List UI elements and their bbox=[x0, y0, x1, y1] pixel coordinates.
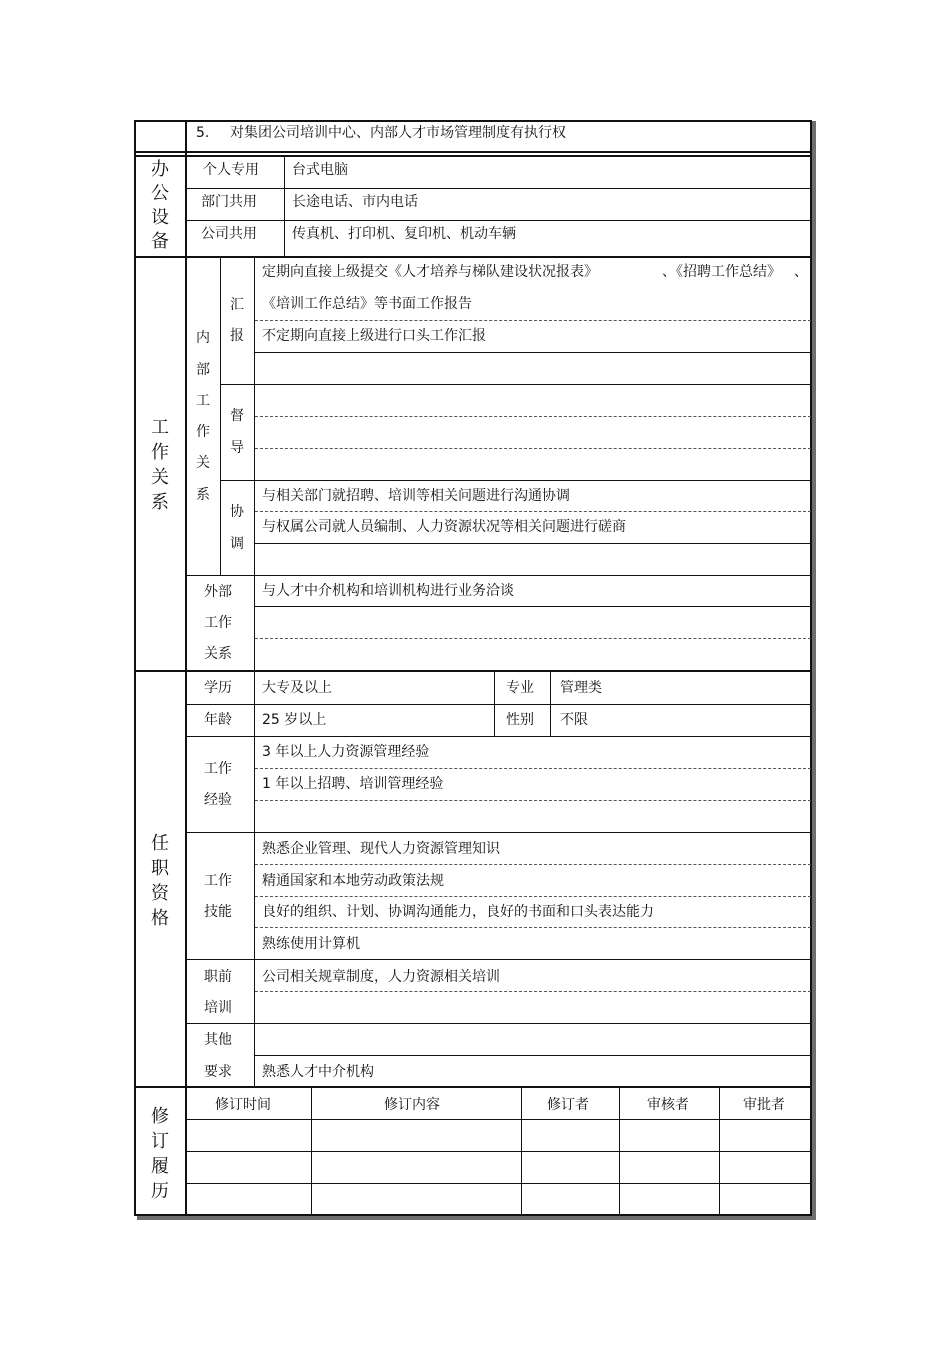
revision-header: 审批者 bbox=[743, 1097, 785, 1113]
supervise-label-char: 导 bbox=[230, 440, 244, 456]
experience-label: 工作 bbox=[204, 761, 232, 777]
external-line: 与人才中介机构和培训机构进行业务洽谈 bbox=[262, 583, 514, 599]
internal-label-char: 作 bbox=[196, 424, 210, 440]
qualifications-section-char: 格 bbox=[151, 908, 169, 929]
relations-section-char: 关 bbox=[151, 467, 169, 488]
coordinate-label-char: 协 bbox=[230, 504, 244, 520]
report-line: 定期向直接上级提交《人才培养与梯队建设状况报表》 bbox=[262, 264, 598, 280]
relations-section-char: 工 bbox=[151, 417, 169, 438]
coordinate-line: 与相关部门就招聘、培训等相关问题进行沟通协调 bbox=[262, 488, 570, 504]
skills-label: 工作 bbox=[204, 873, 232, 889]
skills-line: 精通国家和本地劳动政策法规 bbox=[262, 873, 444, 889]
training-line: 公司相关规章制度，人力资源相关培训 bbox=[262, 969, 500, 985]
coordinate-line: 与权属公司就人员编制、人力资源状况等相关问题进行磋商 bbox=[262, 519, 626, 535]
skills-line: 良好的组织、计划、协调沟通能力，良好的书面和口头表达能力 bbox=[262, 904, 654, 920]
item-number: 5. bbox=[196, 125, 210, 141]
revision-header: 修订时间 bbox=[215, 1097, 271, 1113]
report-label-char: 报 bbox=[230, 328, 244, 344]
skills-label: 技能 bbox=[204, 904, 232, 920]
skills-line: 熟练使用计算机 bbox=[262, 936, 360, 952]
revision-section-char: 历 bbox=[151, 1181, 169, 1202]
revision-section-char: 修 bbox=[151, 1106, 169, 1127]
revision-section-char: 订 bbox=[151, 1131, 169, 1152]
skills-line: 熟悉企业管理、现代人力资源管理知识 bbox=[262, 841, 500, 857]
education-label: 学历 bbox=[204, 680, 232, 696]
qualifications-section-char: 任 bbox=[151, 833, 169, 854]
age-label: 年龄 bbox=[204, 712, 232, 728]
major-label: 专业 bbox=[506, 680, 534, 696]
supervise-label-char: 督 bbox=[230, 408, 244, 424]
experience-label: 经验 bbox=[204, 792, 232, 808]
external-label: 外部 bbox=[204, 584, 232, 600]
other-line: 熟悉人才中介机构 bbox=[262, 1064, 374, 1080]
other-label: 要求 bbox=[204, 1064, 232, 1080]
report-line: 、《招聘工作总结》 bbox=[662, 264, 781, 280]
equipment-value: 传真机、打印机、复印机、机动车辆 bbox=[292, 226, 516, 242]
revision-header: 修订者 bbox=[547, 1097, 589, 1113]
experience-line: 1 年以上招聘、培训管理经验 bbox=[262, 776, 444, 792]
gender-value: 不限 bbox=[560, 712, 588, 728]
age-value: 25 岁以上 bbox=[262, 712, 327, 728]
qualifications-section-char: 资 bbox=[151, 883, 169, 904]
internal-label-char: 工 bbox=[196, 393, 210, 409]
external-label: 工作 bbox=[204, 615, 232, 631]
internal-label-char: 关 bbox=[196, 455, 210, 471]
item-text: 对集团公司培训中心、内部人才市场管理制度有执行权 bbox=[230, 125, 566, 141]
gender-label: 性别 bbox=[506, 712, 534, 728]
report-label-char: 汇 bbox=[230, 297, 244, 313]
equipment-label: 个人专用 bbox=[203, 162, 259, 178]
revision-section-char: 履 bbox=[151, 1156, 169, 1177]
relations-section-char: 系 bbox=[151, 492, 169, 513]
revision-header: 审核者 bbox=[647, 1097, 689, 1113]
qualifications-section-char: 职 bbox=[151, 858, 169, 879]
training-label: 职前 bbox=[204, 969, 232, 985]
equipment-section-char: 办 bbox=[151, 159, 169, 180]
training-label: 培训 bbox=[204, 1000, 232, 1016]
report-line: 、 bbox=[794, 264, 808, 280]
internal-label-char: 系 bbox=[196, 487, 210, 503]
experience-line: 3 年以上人力资源管理经验 bbox=[262, 744, 430, 760]
education-value: 大专及以上 bbox=[262, 680, 332, 696]
coordinate-label-char: 调 bbox=[230, 536, 244, 552]
report-line: 不定期向直接上级进行口头工作汇报 bbox=[262, 328, 486, 344]
external-label: 关系 bbox=[204, 646, 232, 662]
equipment-value: 长途电话、市内电话 bbox=[292, 194, 418, 210]
equipment-section-char: 备 bbox=[151, 231, 169, 252]
equipment-label: 公司共用 bbox=[201, 226, 257, 242]
equipment-label: 部门共用 bbox=[201, 194, 257, 210]
other-label: 其他 bbox=[204, 1032, 232, 1048]
relations-section-char: 作 bbox=[151, 442, 169, 463]
major-value: 管理类 bbox=[560, 680, 602, 696]
equipment-value: 台式电脑 bbox=[292, 162, 348, 178]
report-line: 《培训工作总结》等书面工作报告 bbox=[262, 296, 472, 312]
equipment-section-char: 设 bbox=[151, 207, 169, 228]
revision-header: 修订内容 bbox=[384, 1097, 440, 1113]
equipment-section-char: 公 bbox=[151, 183, 169, 204]
internal-label-char: 部 bbox=[196, 362, 210, 378]
internal-label-char: 内 bbox=[196, 330, 210, 346]
